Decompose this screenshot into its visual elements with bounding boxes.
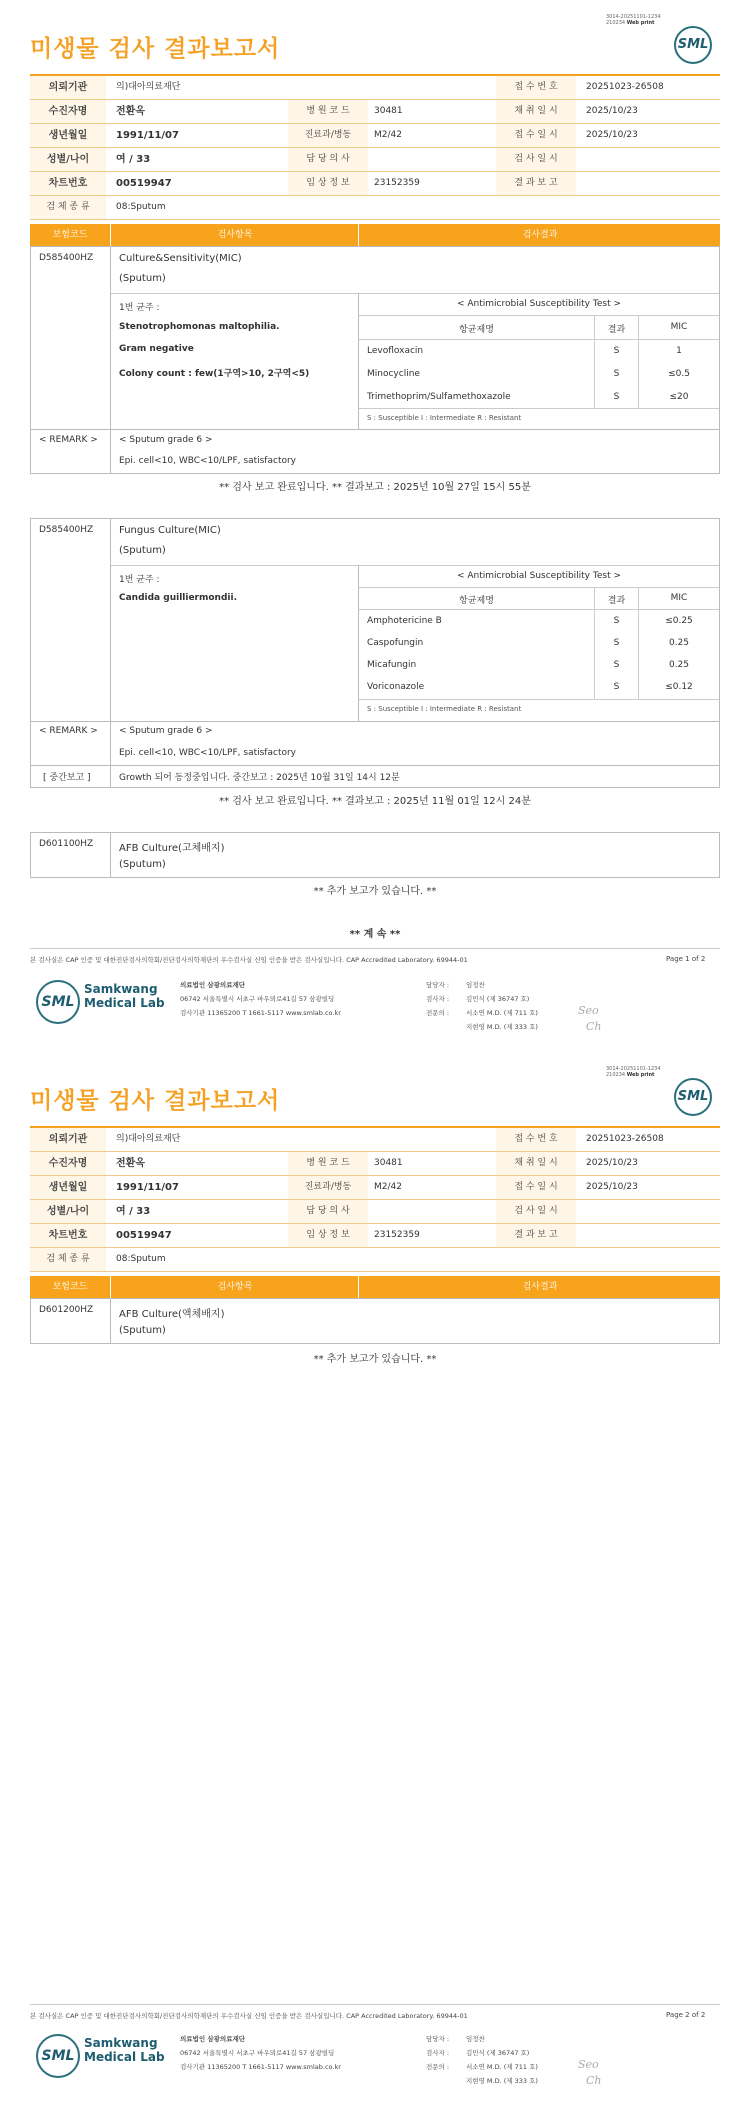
test2-name: Fungus Culture(MIC) xyxy=(119,525,221,536)
footer-staff: 서소연 M.D. (제 711 호) xyxy=(466,1009,538,1017)
label-sexage: 성별/나이 xyxy=(30,148,106,171)
test1-gram: Gram negative xyxy=(119,344,194,354)
print-stamp-label: Web print xyxy=(626,1072,655,1078)
value-specimen: 08:Sputum xyxy=(116,202,166,212)
test2-block xyxy=(30,518,720,788)
label-report: 결 과 보 고 xyxy=(496,172,576,195)
value-collect: 2025/10/23 xyxy=(586,1158,638,1168)
print-stamp-id: 3014-20251101-1234 xyxy=(606,1066,661,1072)
test2-specimen: (Sputum) xyxy=(119,545,166,556)
test2-drug-result: S xyxy=(613,638,620,648)
footer-logo-name2: Medical Lab xyxy=(84,2050,165,2064)
sml-logo: SML xyxy=(674,1078,712,1116)
test2-drug-name: Caspofungin xyxy=(367,638,424,648)
test2-drug-mic: ≤0.12 xyxy=(665,682,693,692)
value-dept: M2/42 xyxy=(374,130,402,140)
footer-staff: 지현영 M.D. (제 333 호) xyxy=(466,2077,538,2085)
value-hosp-code: 30481 xyxy=(374,1158,403,1168)
test2-organism: Candida guilliermondii. xyxy=(119,593,237,603)
label-clinical: 임 상 정 보 xyxy=(288,1224,368,1247)
value-chart: 00519947 xyxy=(116,178,172,189)
label-birth: 생년월일 xyxy=(30,1176,106,1199)
test4-block xyxy=(30,1298,720,1344)
results-header xyxy=(30,224,720,246)
header-result: 검사결과 xyxy=(358,224,721,246)
page-title: 미생물 검사 결과보고서 xyxy=(30,36,281,62)
test1-col-mic: MIC xyxy=(670,322,688,332)
label-specimen: 검 체 종 류 xyxy=(30,1248,106,1271)
footer-staff-label: 담당자 : xyxy=(426,981,450,989)
test4-specimen: (Sputum) xyxy=(119,1325,166,1336)
value-clinical: 23152359 xyxy=(374,1230,420,1240)
print-stamp-id: 3014-20251101-1234 xyxy=(606,14,661,20)
value-sexage: 여 / 33 xyxy=(116,154,151,165)
test1-remark-label: < REMARK > xyxy=(39,435,98,445)
label-clinical: 임 상 정 보 xyxy=(288,172,368,195)
label-hosp-code: 병 원 코 드 xyxy=(288,1152,368,1175)
value-collect: 2025/10/23 xyxy=(586,106,638,116)
value-clinical: 23152359 xyxy=(374,178,420,188)
test1-drug-mic: ≤0.5 xyxy=(668,369,690,379)
label-name: 수진자명 xyxy=(30,100,106,123)
value-dept: M2/42 xyxy=(374,1182,402,1192)
test4-code: D601200HZ xyxy=(39,1305,94,1315)
label-chart: 차트번호 xyxy=(30,172,106,195)
footer-cert: 본 검사실은 CAP 인증 및 대한진단검사의학회/진단검사의학재단의 우수검사실 신임 인증을 받은 검사실입니다. CAP Accredited Laboratory. 69944-01 xyxy=(30,956,468,964)
footer-logo-name1: Samkwang xyxy=(84,982,158,996)
footer-staff-label: 검사자 : xyxy=(426,995,450,1003)
label-report: 결 과 보 고 xyxy=(496,1224,576,1247)
footer-staff-label: 전문의 : xyxy=(426,1009,450,1017)
test1-drug-name: Trimethoprim/Sulfamethoxazole xyxy=(367,392,511,402)
footer-staff: 김민식 (제 36747 호) xyxy=(466,2049,530,2057)
label-recv-no: 접 수 번 호 xyxy=(496,76,576,99)
value-sexage: 여 / 33 xyxy=(116,1206,151,1217)
test2-drug-result: S xyxy=(613,682,620,692)
test3-block xyxy=(30,832,720,878)
results-header xyxy=(30,1276,720,1298)
value-specimen: 08:Sputum xyxy=(116,1254,166,1264)
footer-org: 의료법인 삼광의료재단 xyxy=(180,2035,246,2043)
test2-drug-name: Micafungin xyxy=(367,660,417,670)
test3-code: D601100HZ xyxy=(39,839,94,849)
value-recv-no: 20251023-26508 xyxy=(586,82,664,92)
test2-interim-label: [ 중간보고 ] xyxy=(43,773,91,783)
test1-remark2: Epi. cell<10, WBC<10/LPF, satisfactory xyxy=(119,456,297,466)
test1-drug-result: S xyxy=(613,346,620,356)
test1-name: Culture&Sensitivity(MIC) xyxy=(119,253,242,264)
label-recv: 접 수 일 시 xyxy=(496,1176,576,1199)
test2-remark1: < Sputum grade 6 > xyxy=(119,726,213,736)
test2-drug-mic: ≤0.25 xyxy=(665,616,693,626)
test2-drug-name: Voriconazole xyxy=(367,682,425,692)
footer-staff: 김민식 (제 36747 호) xyxy=(466,995,530,1003)
header-code: 보험코드 xyxy=(52,230,88,240)
signature-2: Ch xyxy=(586,1020,602,1033)
signature-1: Seo xyxy=(578,2058,599,2071)
test2-drug-name: Amphotericine B xyxy=(367,616,442,626)
value-org: 의)대아의료재단 xyxy=(116,82,181,92)
label-sexage: 성별/나이 xyxy=(30,1200,106,1223)
page-number: Page 2 of 2 xyxy=(666,2011,706,2019)
footer-logo-name xyxy=(84,982,165,1010)
footer-staff-label: 검사자 : xyxy=(426,2049,450,2057)
page-number: Page 1 of 2 xyxy=(666,955,706,963)
label-org: 의뢰기관 xyxy=(30,76,106,99)
footer-sml-logo: SML xyxy=(36,980,80,1024)
value-birth: 1991/11/07 xyxy=(116,1182,179,1193)
label-doctor: 담 당 의 사 xyxy=(288,148,368,171)
label-test: 검 사 일 시 xyxy=(496,148,576,171)
footer-addr: 06742 서울특별시 서초구 바우뫼로41길 57 삼광빌딩 xyxy=(180,995,335,1003)
test2-drug-result: S xyxy=(613,660,620,670)
label-dept: 진료과/병동 xyxy=(288,124,368,147)
test1-drug-mic: 1 xyxy=(676,346,682,356)
print-stamp-code: 210234 xyxy=(606,20,626,26)
test1-remark1: < Sputum grade 6 > xyxy=(119,435,213,445)
test1-ast-title: < Antimicrobial Susceptibility Test > xyxy=(457,299,621,309)
test2-remark-label: < REMARK > xyxy=(39,726,98,736)
footer-org: 의료법인 삼광의료재단 xyxy=(180,981,246,989)
label-org: 의뢰기관 xyxy=(30,1128,106,1151)
print-stamp-label: Web print xyxy=(626,20,655,26)
test1-ast-legend: S : Susceptible I : Intermediate R : Resistant xyxy=(367,414,522,422)
footer-staff: 임정찬 xyxy=(466,2035,485,2043)
value-org: 의)대아의료재단 xyxy=(116,1134,181,1144)
test2-interim: Growth 되어 동정중입니다. 중간보고 : 2025년 10월 31일 14시 12분 xyxy=(119,773,400,783)
page-title: 미생물 검사 결과보고서 xyxy=(30,1088,281,1114)
test3-specimen: (Sputum) xyxy=(119,859,166,870)
test3-note: ** 추가 보고가 있습니다. ** xyxy=(313,886,437,897)
test2-complete: ** 검사 보고 완료입니다. ** 결과보고 : 2025년 11월 01일 12시 24분 xyxy=(219,796,531,807)
test2-strain-no: 1번 균주 : xyxy=(119,575,160,585)
value-recv-no: 20251023-26508 xyxy=(586,1134,664,1144)
test1-colony: Colony count : few(1구역>10, 2구역<5) xyxy=(119,369,310,379)
test1-drug-result: S xyxy=(613,392,620,402)
print-stamp xyxy=(606,1066,661,1078)
print-stamp-code: 210234 xyxy=(606,1072,626,1078)
test1-organism: Stenotrophomonas maltophilia. xyxy=(119,322,280,332)
signature-2: Ch xyxy=(586,2074,602,2087)
footer-contact: 검사기관 11365200 T 1661-5117 www.smlab.co.kr xyxy=(180,1009,341,1017)
signature-1: Seo xyxy=(578,1004,599,1017)
test1-drug-name: Minocycline xyxy=(367,369,420,379)
patient-info-table xyxy=(30,74,720,220)
footer-logo-name1: Samkwang xyxy=(84,2036,158,2050)
continued-note: ** 계 속 ** xyxy=(349,929,401,940)
test2-remark2: Epi. cell<10, WBC<10/LPF, satisfactory xyxy=(119,748,297,758)
test4-note: ** 추가 보고가 있습니다. ** xyxy=(313,1354,437,1365)
footer-staff-label: 담당자 : xyxy=(426,2035,450,2043)
header-item: 검사항목 xyxy=(110,224,359,246)
footer-staff-label: 전문의 : xyxy=(426,2063,450,2071)
test2-code: D585400HZ xyxy=(39,525,94,535)
value-recv: 2025/10/23 xyxy=(586,130,638,140)
footer-staff: 임정찬 xyxy=(466,981,485,989)
test2-ast-title: < Antimicrobial Susceptibility Test > xyxy=(457,571,621,581)
value-name: 전환옥 xyxy=(116,106,145,117)
value-name: 전환옥 xyxy=(116,1158,145,1169)
label-collect: 채 취 일 시 xyxy=(496,1152,576,1175)
test1-drug-name: Levofloxacin xyxy=(367,346,424,356)
test2-drug-mic: 0.25 xyxy=(668,660,690,670)
test2-drug-result: S xyxy=(613,616,620,626)
label-doctor: 담 당 의 사 xyxy=(288,1200,368,1223)
test1-code: D585400HZ xyxy=(39,253,94,263)
label-specimen: 검 체 종 류 xyxy=(30,196,106,219)
test2-col-result: 결과 xyxy=(607,596,626,606)
test2-col-drug: 항균제명 xyxy=(459,596,494,606)
test2-ast-legend: S : Susceptible I : Intermediate R : Resistant xyxy=(367,705,522,713)
test1-strain-no: 1번 균주 : xyxy=(119,303,160,313)
value-hosp-code: 30481 xyxy=(374,106,403,116)
test3-name: AFB Culture(고체배지) xyxy=(119,843,225,854)
label-test: 검 사 일 시 xyxy=(496,1200,576,1223)
label-recv-no: 접 수 번 호 xyxy=(496,1128,576,1151)
footer-staff: 지현영 M.D. (제 333 호) xyxy=(466,1023,538,1031)
test1-drug-result: S xyxy=(613,369,620,379)
footer-logo-name xyxy=(84,2036,165,2064)
value-recv: 2025/10/23 xyxy=(586,1182,638,1192)
test1-specimen: (Sputum) xyxy=(119,273,166,284)
footer-logo-name2: Medical Lab xyxy=(84,996,165,1010)
label-birth: 생년월일 xyxy=(30,124,106,147)
footer-staff: 서소연 M.D. (제 711 호) xyxy=(466,2063,538,2071)
header-code: 보험코드 xyxy=(52,1282,88,1292)
footer-contact: 검사기관 11365200 T 1661-5117 www.smlab.co.kr xyxy=(180,2063,341,2071)
patient-info-table xyxy=(30,1126,720,1272)
value-chart: 00519947 xyxy=(116,1230,172,1241)
label-recv: 접 수 일 시 xyxy=(496,124,576,147)
test1-drug-mic: ≤20 xyxy=(669,392,689,402)
test1-block xyxy=(30,246,720,474)
sml-logo: SML xyxy=(674,26,712,64)
footer-addr: 06742 서울특별시 서초구 바우뫼로41길 57 삼광빌딩 xyxy=(180,2049,335,2057)
test1-col-result: 결과 xyxy=(607,325,626,335)
test2-drug-mic: 0.25 xyxy=(668,638,690,648)
label-collect: 채 취 일 시 xyxy=(496,100,576,123)
header-item: 검사항목 xyxy=(110,1276,359,1298)
label-name: 수진자명 xyxy=(30,1152,106,1175)
header-result: 검사결과 xyxy=(358,1276,721,1298)
print-stamp xyxy=(606,14,661,26)
test2-col-mic: MIC xyxy=(670,593,688,603)
label-hosp-code: 병 원 코 드 xyxy=(288,100,368,123)
test1-col-drug: 항균제명 xyxy=(459,325,494,335)
footer-sml-logo: SML xyxy=(36,2034,80,2078)
value-birth: 1991/11/07 xyxy=(116,130,179,141)
footer-cert: 본 검사실은 CAP 인증 및 대한진단검사의학회/진단검사의학재단의 우수검사실 신임 인증을 받은 검사실입니다. CAP Accredited Laboratory. 69944-01 xyxy=(30,2012,468,2020)
label-chart: 차트번호 xyxy=(30,1224,106,1247)
label-dept: 진료과/병동 xyxy=(288,1176,368,1199)
test4-name: AFB Culture(액체배지) xyxy=(119,1309,225,1320)
test1-complete: ** 검사 보고 완료입니다. ** 결과보고 : 2025년 10월 27일 15시 55분 xyxy=(219,482,531,493)
